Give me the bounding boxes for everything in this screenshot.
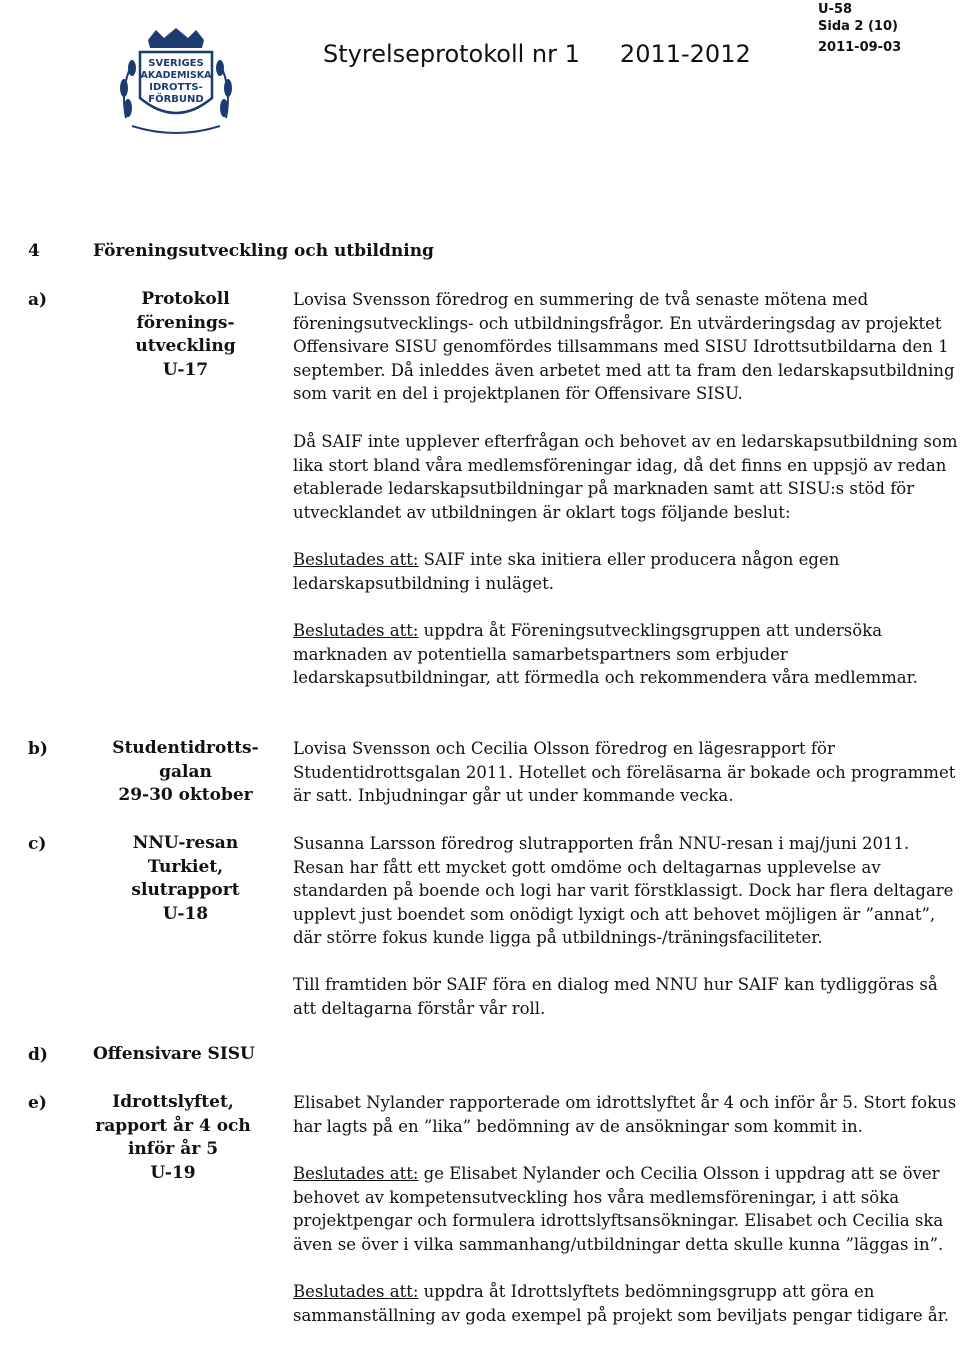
decision-text: SAIF inte ska initiera eller producera någon egen ledarskapsutbildning i nuläget. xyxy=(293,550,840,593)
topic-line: NNU-resan Turkiet, xyxy=(132,833,239,877)
topic-line: Idrottslyftet, xyxy=(112,1092,234,1112)
item-d-topic: Offensivare SISU xyxy=(93,1044,255,1064)
topic-line: inför år 5 xyxy=(127,1139,219,1159)
page-number: Sida 2 (10) xyxy=(818,19,898,34)
item-e-label: e) xyxy=(28,1093,47,1113)
item-b-topic xyxy=(93,737,278,808)
item-b-text: Lovisa Svensson och Cecilia Olsson föredrog en lägesrapport för Studentidrottsgalan 2011. Hotellet och föreläsarna är bokade och programmet är satt. Inbjudningar går ut under kommande vecka. xyxy=(293,739,956,805)
item-a-para2: Då SAIF inte upplever efterfrågan och behovet av en ledarskapsutbildning som lika stort bland våra medlemsföreningar idag, då det finns en uppsjö av redan etablerade ledarskapsutbildningar på marknaden samt att SISU:s stöd för utvecklandet av utbildningen är oklart togs följande beslut: xyxy=(293,432,958,522)
saif-logo xyxy=(112,28,240,138)
topic-line: Studentidrotts- xyxy=(112,738,259,758)
item-a-decision1 xyxy=(293,548,958,595)
topic-line: U-17 xyxy=(162,359,209,380)
doc-id: U-58 xyxy=(818,2,853,17)
item-a-para1: Lovisa Svensson föredrog en summering de två senaste mötena med föreningsutvecklings- och utbildningsfrågor. En utvärderingsdag av projektet Offensivare SISU genomfördes tillsammans med SISU Idrottsutbildarna den 1 september. Då inleddes även arbetet med att ta fram den ledarskapsutbildning som varit en del i projektplanen för Offensivare SISU. xyxy=(293,290,955,403)
topic-line: U-18 xyxy=(162,903,209,924)
decision-text: uppdra åt Idrottslyftets bedömningsgrupp att göra en sammanställning av goda exempel på projekt som beviljats pengar tidigare år. xyxy=(293,1282,950,1325)
topic-line: slutrapport xyxy=(131,880,240,900)
item-e-topic xyxy=(93,1091,253,1185)
item-b-label: b) xyxy=(28,739,48,759)
title-text: Styrelseprotokoll nr 1 xyxy=(323,40,580,68)
document-title xyxy=(323,40,751,68)
topic-line: förenings- xyxy=(136,312,235,333)
section-number: 4 xyxy=(28,241,40,261)
decision-label: Beslutades att: xyxy=(293,550,419,569)
decision-text: uppdra åt Föreningsutvecklingsgruppen att undersöka marknaden av potentiella samarbetspartners som erbjuder ledarskapsutbildningar, att förmedla och rekommendera våra medlemmar. xyxy=(293,621,918,687)
decision-label: Beslutades att: xyxy=(293,621,419,640)
doc-date: 2011-09-03 xyxy=(818,40,902,55)
topic-line: 29-30 oktober xyxy=(118,785,253,805)
item-e-decision1 xyxy=(293,1162,958,1256)
item-e-decision2 xyxy=(293,1280,958,1327)
topic-line: U-19 xyxy=(150,1162,196,1183)
item-a-decision2 xyxy=(293,619,958,690)
topic-line: Protokoll xyxy=(141,289,230,309)
logo-text-line: SVERIGES xyxy=(148,58,204,69)
decision-label: Beslutades att: xyxy=(293,1164,419,1183)
item-c-topic xyxy=(93,832,278,926)
logo-text-line: FÖRBUND xyxy=(148,94,204,105)
item-a-label: a) xyxy=(28,290,48,310)
item-c-label: c) xyxy=(28,834,47,854)
logo-text-line: AKADEMISKA xyxy=(140,70,212,81)
item-e-para1: Elisabet Nylander rapporterade om idrottslyftet år 4 och inför år 5. Stort fokus har lagts på en ”lika” bedömning av de ansökningar som kommit in. xyxy=(293,1093,957,1136)
topic-line: rapport år 4 och xyxy=(95,1115,251,1136)
topic-line: galan xyxy=(159,761,212,782)
item-a-topic xyxy=(93,288,278,382)
item-c-para2: Till framtiden bör SAIF föra en dialog med NNU hur SAIF kan tydliggöras så att deltagarna förstår vår roll. xyxy=(293,975,938,1018)
item-d-label: d) xyxy=(28,1045,48,1065)
decision-label: Beslutades att: xyxy=(293,1282,419,1301)
section-title: Föreningsutveckling och utbildning xyxy=(93,241,434,261)
item-c-para1: Susanna Larsson föredrog slutrapporten från NNU-resan i maj/juni 2011. Resan har fått ett mycket gott omdöme och deltagarnas upplevelse av standarden på boende och logi har varit förstklassigt. Dock har flera deltagare upplevt just boendet som onödigt lyxigt och att behovet möjligen är ”annat”, där större fokus kunde ligga på utbildnings-/träningsfaciliteter. xyxy=(293,834,954,947)
document-meta xyxy=(818,0,938,60)
season-text: 2011-2012 xyxy=(619,40,751,68)
logo-text-line: IDROTTS- xyxy=(149,82,203,93)
decision-text: ge Elisabet Nylander och Cecilia Olsson i uppdrag att se över behovet av kompetensutveckling hos våra medlemsföreningar, i att söka projektpengar och formulera idrottslyftsansökningar. Elisabet och Cecilia ska även se över i vilka sammanhang/utbildningar detta skulle kunna ”läggas in”. xyxy=(293,1164,944,1254)
topic-line: utveckling xyxy=(135,336,236,356)
